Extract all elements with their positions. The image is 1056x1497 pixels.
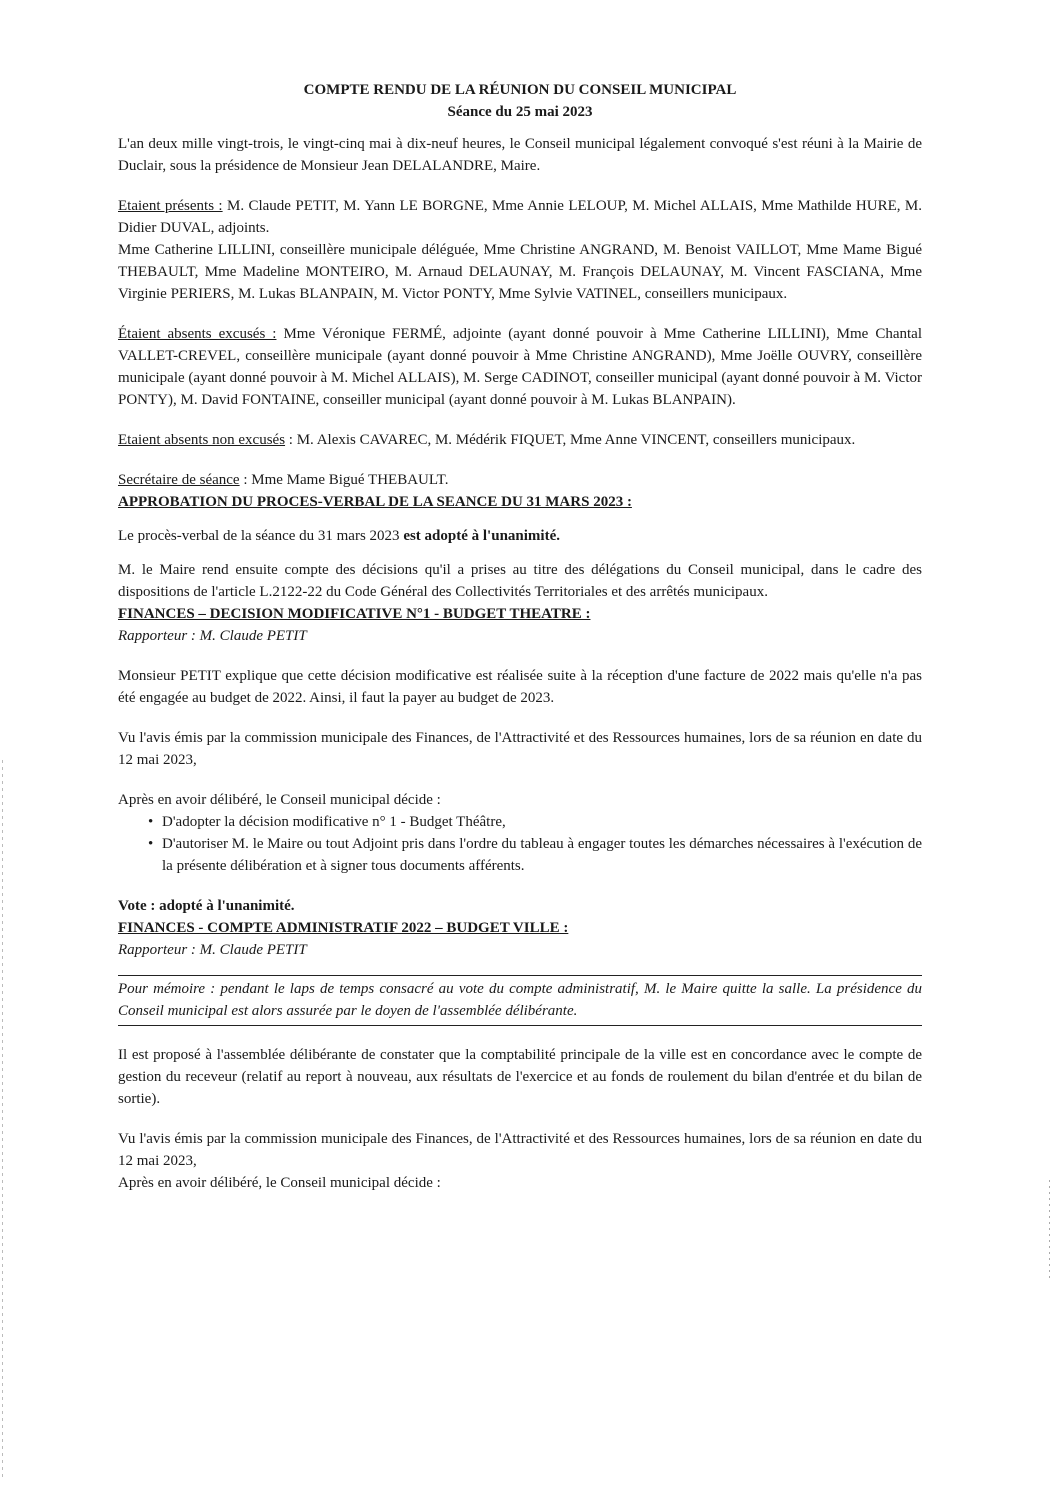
list-item-text: D'autoriser M. le Maire ou tout Adjoint pris dans l'ordre du tableau à engager toutes les démarches nécessaires à l'exécution de la présente délibération et à signer tous documents afférents. — [162, 836, 922, 874]
deliberation-intro: Après en avoir délibéré, le Conseil municipal décide : — [118, 1175, 441, 1191]
section-heading-ca-ville: FINANCES - COMPTE ADMINISTRATIF 2022 – BUDGET VILLE : — [118, 920, 569, 936]
memo-box: Pour mémoire : pendant le laps de temps consacré au vote du compte administratif, M. le Maire quitte la salle. La présidence du Conseil municipal est alors assurée par le doyen de l'assemblée délibérante. — [118, 975, 922, 1026]
presents-paragraph — [118, 195, 922, 239]
list-item — [118, 811, 922, 833]
absents-excuses-label: Étaient absents excusés : — [118, 326, 277, 342]
secretaire-paragraph — [118, 469, 922, 491]
scan-edge-mark — [2, 760, 3, 1480]
commission-avis-paragraph: Vu l'avis émis par la commission municipale des Finances, de l'Attractivité et des Ressources humaines, lors de sa réunion en date du 12 mai 2023, — [118, 1131, 922, 1169]
concordance-paragraph: Il est proposé à l'assemblée délibérante de constater que la comptabilité principale de la ville est en concordance avec le compte de gestion du receveur (relatif au report à nouveau, aux résultats de l'exercice et au fonds de roulement du bilan d'entrée et du bilan de sortie). — [118, 1047, 922, 1107]
list-item-text: D'adopter la décision modificative n° 1 - Budget Théâtre, — [162, 814, 506, 830]
rapporteur: Rapporteur : M. Claude PETIT — [118, 628, 307, 644]
absents-non-excuses-text: : M. Alexis CAVAREC, M. Médérik FIQUET, Mme Anne VINCENT, conseillers municipaux. — [285, 432, 856, 448]
decisions-paragraph: M. le Maire rend ensuite compte des décisions qu'il a prises au titre des délégations du Conseil municipal, dans le cadre des dispositions de l'article L.2122-22 du Code Général des Collectivités Territoriales et des arrêtés municipaux. — [118, 562, 922, 600]
commission-avis-paragraph: Vu l'avis émis par la commission municipale des Finances, de l'Attractivité et des Ressources humaines, lors de sa réunion en date du 12 mai 2023, — [118, 730, 922, 768]
secretaire-text: : Mme Mame Bigué THEBAULT. — [239, 472, 449, 488]
absents-non-excuses-paragraph — [118, 429, 922, 451]
document-title: COMPTE RENDU DE LA RÉUNION DU CONSEIL MUNICIPAL — [303, 82, 737, 98]
section-heading-dm-theatre: FINANCES – DECISION MODIFICATIVE N°1 - BUDGET THEATRE : — [118, 606, 591, 622]
document-body — [118, 79, 922, 1194]
dm-explanation-paragraph: Monsieur PETIT explique que cette décision modificative est réalisée suite à la réception d'une facture de 2022 mais qu'elle n'a pas été engagée au budget de 2022. Ainsi, il faut la payer au budget de 2023. — [118, 668, 922, 706]
presents-label: Etaient présents : — [118, 198, 223, 214]
scan-edge-mark — [1049, 1180, 1050, 1280]
secretaire-label: Secrétaire de séance — [118, 472, 240, 488]
section-heading-approbation: APPROBATION DU PROCES-VERBAL DE LA SEANCE DU 31 MARS 2023 : — [118, 494, 632, 510]
bullet-icon: • — [148, 814, 154, 830]
deliberation-intro: Après en avoir délibéré, le Conseil municipal décide : — [118, 792, 441, 808]
absents-excuses-text: Mme Véronique FERMÉ, adjointe (ayant donné pouvoir à Mme Catherine LILLINI), Mme Chantal VALLET-CREVEL, conseillère municipale (ayant donné pouvoir à Mme Christine ANGRAND), Mme Joëlle OUVRY, conseillère municipale (ayant donné pouvoir à M. Michel ALLAIS), M. Serge CADINOT, conseiller municipal (ayant donné pouvoir à M. Victor PONTY), M. David FONTAINE, conseiller municipal (ayant donné pouvoir à M. Lukas BLANPAIN). — [118, 326, 922, 408]
absents-non-excuses-label: Etaient absents non excusés — [118, 432, 286, 448]
intro-paragraph: L'an deux mille vingt-trois, le vingt-cinq mai à dix-neuf heures, le Conseil municipal légalement convoqué s'est réuni à la Mairie de Duclair, sous la présidence de Monsieur Jean DELALANDRE, Maire. — [118, 136, 922, 174]
approbation-result: est adopté à l'unanimité. — [403, 528, 560, 544]
vote-result: Vote : adopté à l'unanimité. — [118, 898, 295, 914]
bullet-icon: • — [148, 836, 154, 852]
rapporteur: Rapporteur : M. Claude PETIT — [118, 942, 307, 958]
document-subtitle: Séance du 25 mai 2023 — [447, 104, 593, 120]
approbation-paragraph — [118, 525, 922, 547]
absents-excuses-paragraph — [118, 323, 922, 411]
approbation-text: Le procès-verbal de la séance du 31 mars 2023 — [118, 528, 404, 544]
presents-adjoints: M. Claude PETIT, M. Yann LE BORGNE, Mme Annie LELOUP, M. Michel ALLAIS, Mme Mathilde HURE, M. Didier DUVAL, adjoints. — [118, 198, 922, 236]
decision-list — [118, 811, 922, 877]
presents-conseillers: Mme Catherine LILLINI, conseillère municipale déléguée, Mme Christine ANGRAND, M. Benoist VAILLOT, Mme Mame Bigué THEBAULT, Mme Madeline MONTEIRO, M. Arnaud DELAUNAY, M. François DELAUNAY, M. Vincent FASCIANA, Mme Virginie PERIERS, M. Lukas BLANPAIN, M. Victor PONTY, Mme Sylvie VATINEL, conseillers municipaux. — [118, 242, 922, 302]
list-item — [118, 833, 922, 877]
